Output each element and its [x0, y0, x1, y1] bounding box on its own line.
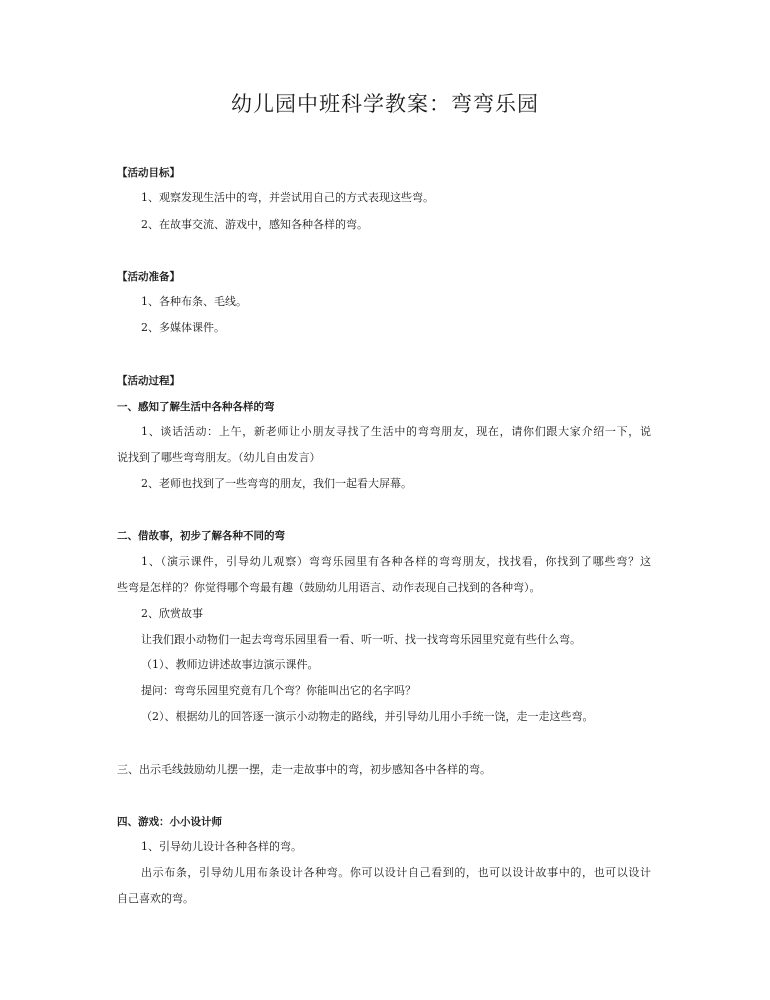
process-part4-p2-line1: 出示布条，引导幼儿用布条设计各种弯。你可以设计自己看到的，也可以设计故事中的，也可以设计: [141, 866, 651, 879]
process-part2-p1-line1: 1、（演示课件，引导幼儿观察）弯弯乐园里有各种各样的弯弯朋友，找找看，你找到了哪些弯？这: [141, 555, 651, 568]
process-part4-p2-line2: 自己喜欢的弯。: [117, 892, 194, 905]
process-part1-p2: 2、老师也找到了一些弯弯的朋友，我们一起看大屏幕。: [141, 477, 412, 490]
process-part2-heading: 二、借故事，初步了解各种不同的弯: [117, 530, 285, 542]
process-part1-p1-line2: 说找到了哪些弯弯朋友。（幼儿自由发言）: [117, 451, 321, 464]
prep-item-2: 2、多媒体课件。: [141, 321, 225, 334]
process-part1-heading: 一、感知了解生活中各种各样的弯: [117, 401, 275, 413]
process-part2-p1-line2: 些弯是怎样的？你觉得哪个弯最有趣（鼓励幼儿用语言、动作表现自己找到的各种弯）。: [117, 581, 541, 594]
process-part1-p1-line1: 1、谈话活动：上午，新老师让小朋友寻找了生活中的弯弯朋友，现在，请你们跟大家介绍一下，说: [141, 425, 651, 438]
process-part2-p2: 2、欣赏故事: [141, 607, 203, 620]
process-part2-p3: 让我们跟小动物们一起去弯弯乐园里看一看、听一听、找一找弯弯乐园里究竟有些什么弯。: [141, 633, 581, 646]
goal-item-1: 1、观察发现生活中的弯，并尝试用自己的方式表现这些弯。: [141, 191, 434, 204]
section-heading-goals: 【活动目标】: [117, 167, 180, 179]
process-part4-heading: 四、游戏：小小设计师: [117, 816, 222, 828]
process-part2-p5: 提问：弯弯乐园里究竟有几个弯？你能叫出它的名字吗？: [141, 684, 416, 697]
process-part3-text: 三、出示毛线鼓励幼儿摆一摆，走一走故事中的弯，初步感知各中各样的弯。: [117, 763, 491, 776]
process-part2-p4: （1）、教师边讲述故事边演示课件。: [141, 658, 319, 671]
process-part2-p6: （2）、根据幼儿的回答逐一演示小动物走的路线，并引导幼儿用小手统一饶，走一走这些弯。: [141, 710, 594, 723]
goal-item-2: 2、在故事交流、游戏中，感知各种各样的弯。: [141, 218, 368, 231]
section-heading-process: 【活动过程】: [117, 375, 180, 387]
section-heading-prep: 【活动准备】: [117, 271, 180, 283]
page-title: 幼儿园中班科学教案：弯弯乐园: [231, 92, 539, 116]
process-part4-p1: 1、引导幼儿设计各种各样的弯。: [141, 840, 302, 853]
prep-item-1: 1、各种布条、毛线。: [141, 295, 247, 308]
